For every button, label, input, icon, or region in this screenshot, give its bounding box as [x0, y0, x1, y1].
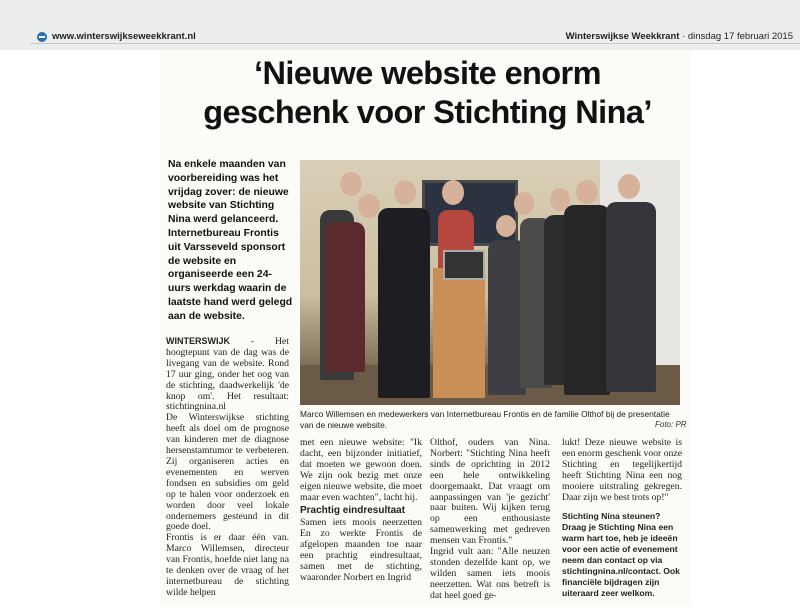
newspaper-header-bar	[0, 0, 800, 50]
photo-podium	[433, 268, 485, 398]
headline-line-2: geschenk voor Stichting Nina’	[203, 94, 652, 130]
site-url[interactable]	[37, 31, 196, 42]
globe-icon	[37, 32, 47, 42]
column-3-paragraph-1: Olthof, ouders van Nina. Norbert: "Stichting Nina heeft sinds de oprichting in 2012 een hele ontwikkeling doorgemaakt. Dat vraagt om aanpassingen van 'je gezicht' naar buiten. Wij kijken terug op een enthousiaste samenwerking met gedreven mensen van Frontis."	[430, 437, 550, 547]
photo-person	[378, 208, 430, 398]
photo-person	[325, 222, 365, 372]
article-photo	[300, 160, 680, 405]
article-lead: Na enkele maanden van voorbereiding was het vrijdag zover: de nieuwe website van Stichting Nina werd gelanceerd. Internetbureau Frontis uit Varsseveld sponsort de website en organiseerde een 24-uurs werkdag waarin de laatste hand werd gelegd aan de website.	[168, 159, 293, 322]
photo-person-head	[618, 174, 640, 199]
article-subheading: Prachtig eindresultaat	[300, 505, 406, 517]
photo-tablet	[443, 250, 485, 280]
column-4-paragraph-1: lukt! Deze nieuwe website is een enorm geschenk voor onze Stichting en tegelijkertijd heeft Stichting Nina een nog mooiere uitstraling gekregen. Daar zijn we best trots op!"	[562, 437, 682, 503]
photo-credit: Foto: PR	[655, 420, 687, 429]
headline-line-1: ‘Nieuwe website enorm	[254, 55, 601, 91]
photo-person-head	[442, 180, 464, 205]
article-column-4	[562, 438, 682, 599]
publication-date: · dinsdag 17 februari 2015	[682, 31, 793, 42]
column-2-paragraph-2: Samen iets moois neerzetten En zo werkte Frontis de afgelopen maanden toe naar een prachtig eindresultaat, samen met de stichting, waaronder Norbert en Ingrid	[300, 517, 422, 583]
site-url-text[interactable]: www.winterswijkseweekkrant.nl	[52, 31, 196, 42]
article-column-1	[166, 336, 289, 599]
column-3-paragraph-2: Ingrid vult aan: "Alle neuzen stonden dezelfde kant op, we wilden samen iets moois neerzetten. Wat ons betreft is dat heel goed ge-	[430, 546, 550, 601]
dateline: WINTERSWIJK	[166, 336, 230, 346]
article-column-2	[300, 438, 422, 584]
photo-person-head	[358, 194, 380, 218]
photo-person-head	[576, 180, 598, 204]
column-2-paragraph-1: met een nieuwe website: "Ik dacht, een bijzonder initiatief, dat moeten we gewoon doen. We zijn ook bezig met onze eigen nieuwe website, die moet maar even wachten", lacht hij.	[300, 437, 422, 503]
photo-person	[606, 202, 656, 392]
column-1-paragraph-1: - Het hoogtepunt van de dag was de livegang van de website. Rond 17 uur ging, onder het oog van de stichting, daadwerkelijk 'de knop om'. Het resultaat: stichtingnina.nl	[166, 336, 289, 413]
photo-person-head	[394, 180, 416, 205]
publication-name: Winterswijkse Weekkrant	[565, 31, 680, 42]
masthead	[566, 31, 793, 42]
photo-person-head	[496, 215, 516, 237]
article-headline	[165, 54, 690, 132]
article-column-3	[430, 438, 550, 602]
column-1-paragraph-2: De Winterswijkse stichting heeft als doel om de prognose van kinderen met de diagnose hersenstamtumor te verbeteren. Zij organiseren acties en evenementen en werven fondsen en subsidies om geld op te halen voor onderzoek en worden door veel lokale ondernemers gesteund in dit goede doel.	[166, 412, 289, 533]
photo-person	[564, 205, 610, 395]
photo-person-head	[514, 192, 534, 215]
header-divider	[30, 43, 800, 44]
support-callout: Stichting Nina steunen? Draag je Stichting Nina een warm hart toe, heb je ideeën voor een actie of evenement neem dan contact op via stichtingnina.nl/contact. Ook financiële bijdragen zijn uiteraard zeer welkom.	[562, 511, 680, 599]
photo-caption: Marco Willemsen en medewerkers van Internetbureau Frontis en de familie Olthof bij de presentatie van de nieuwe website.	[300, 409, 670, 430]
column-1-paragraph-3: Frontis is er daar één van. Marco Willemsen, directeur van Frontis, hoefde niet lang na te denken over de vraag of het internetbureau de stichting wilde helpen	[166, 532, 289, 598]
photo-person-head	[340, 172, 362, 196]
